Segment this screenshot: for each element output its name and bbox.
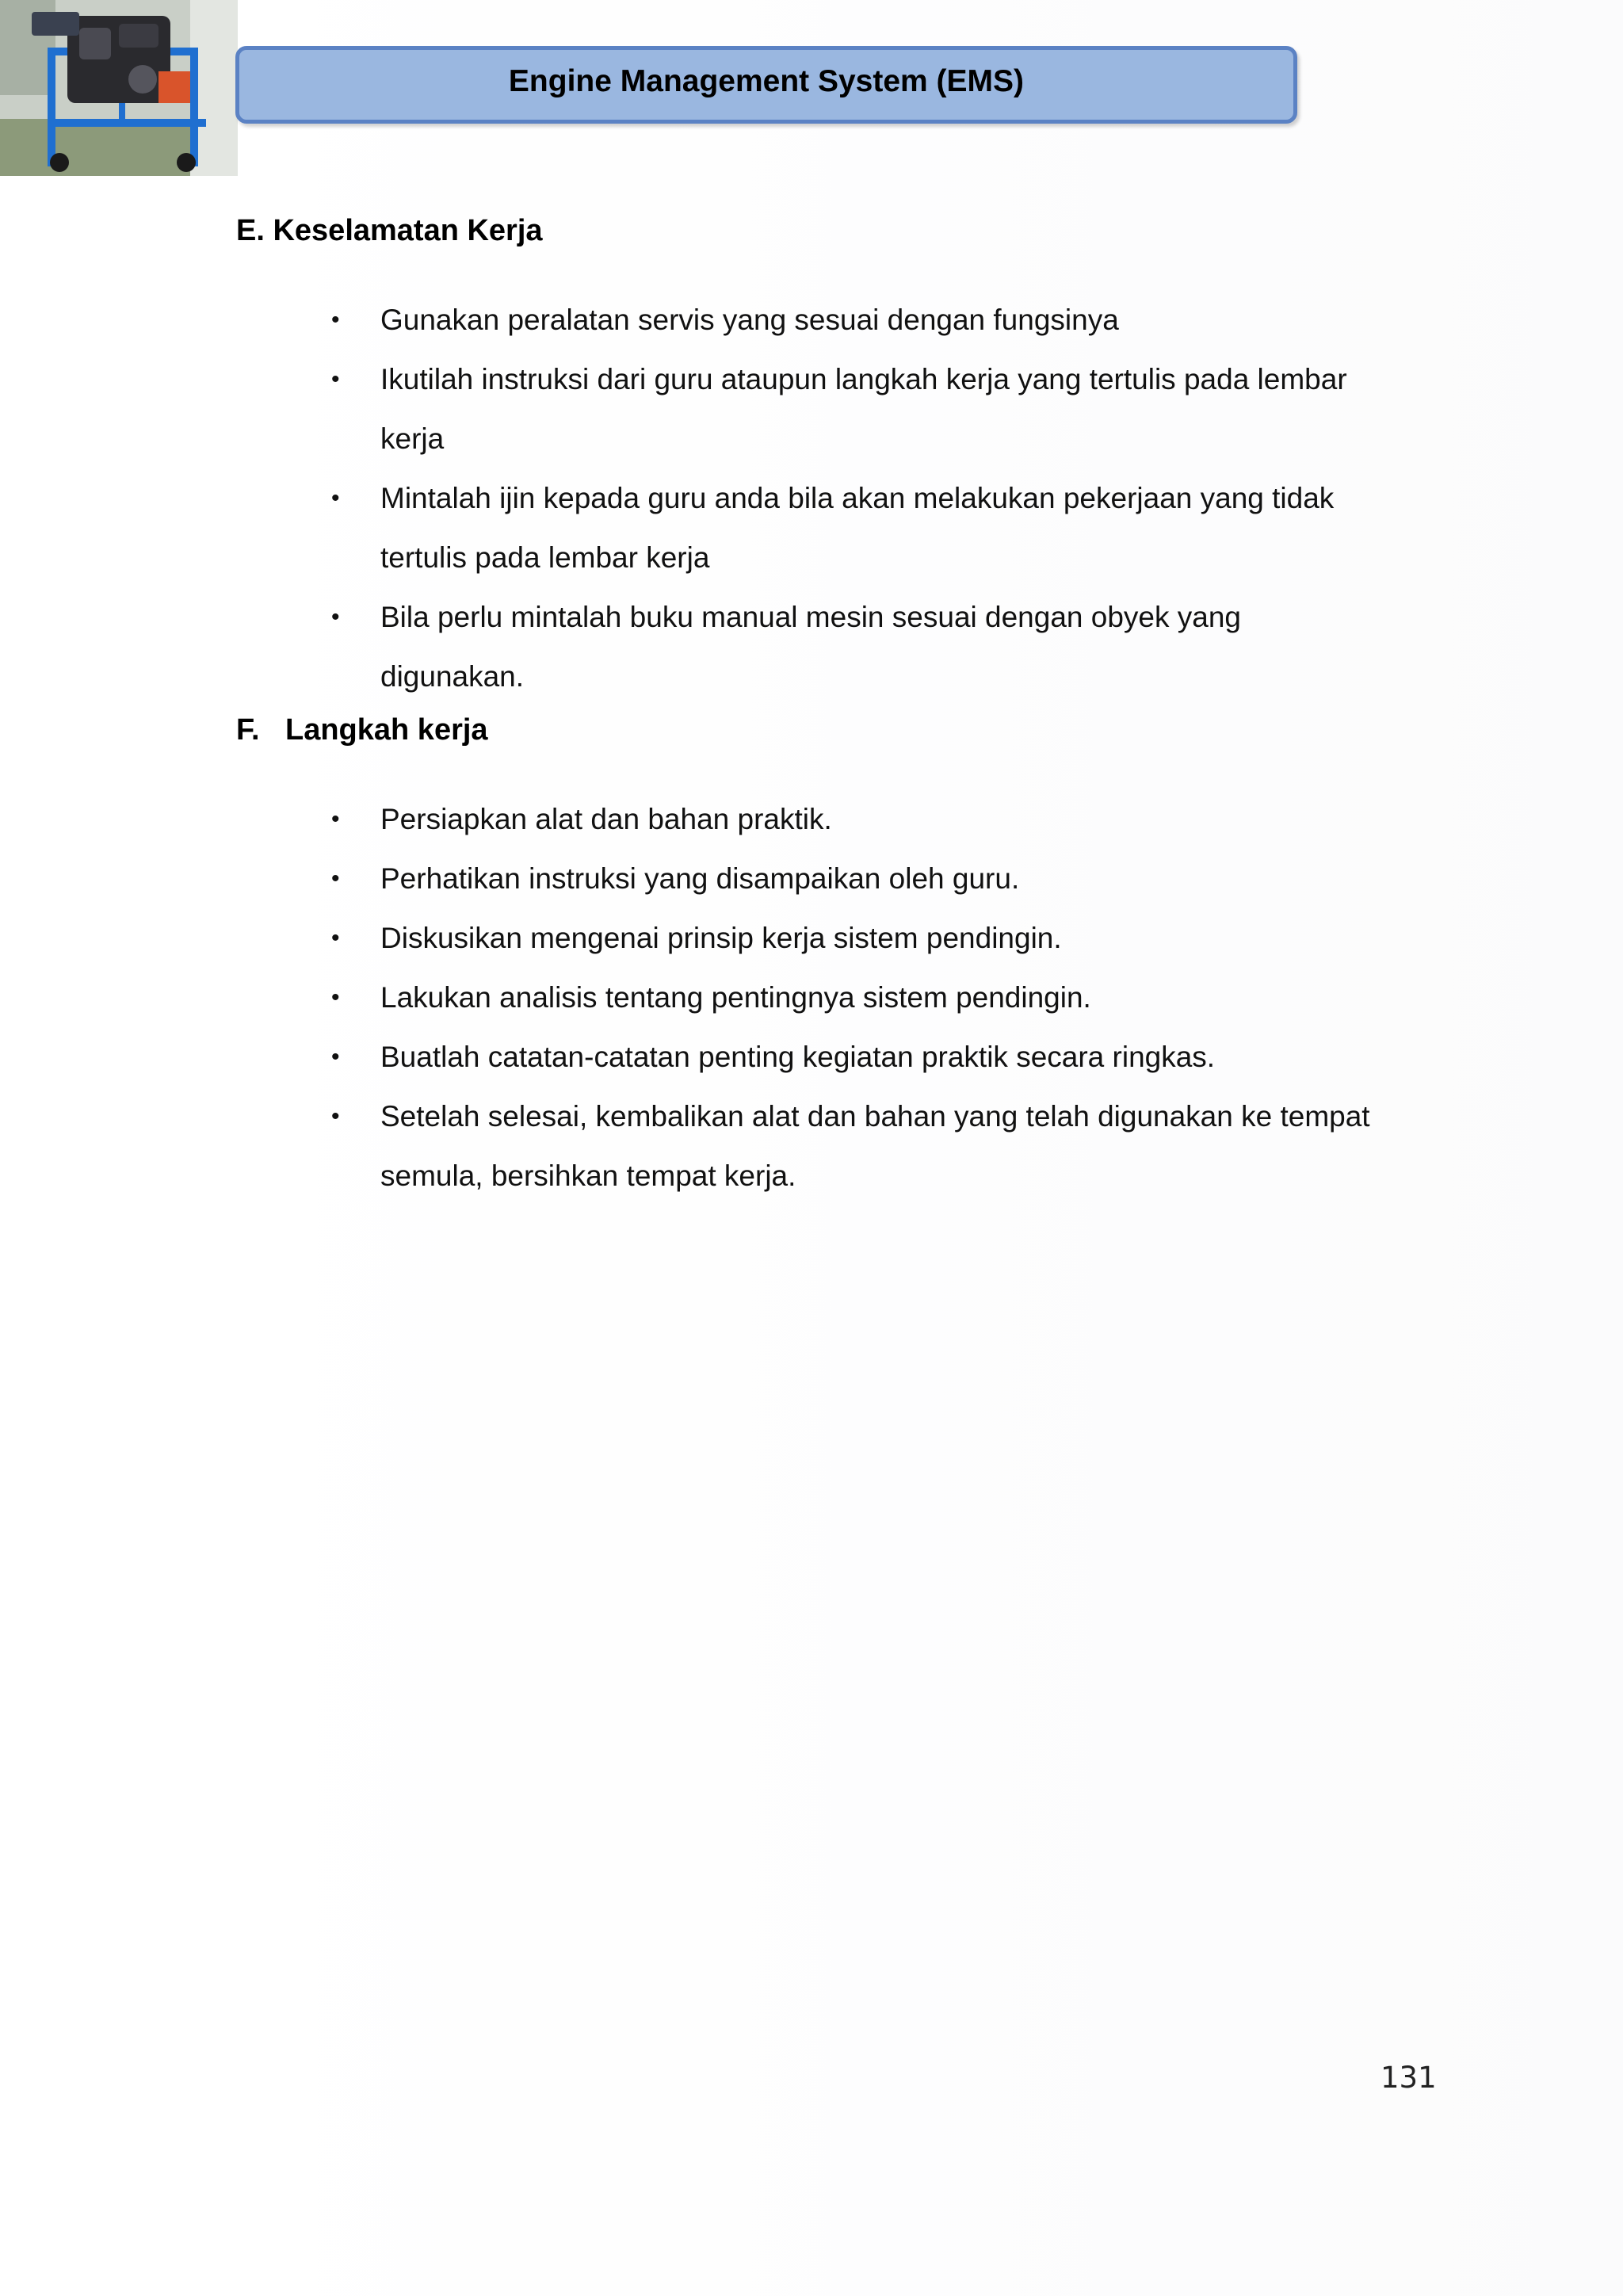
list-item [325, 908, 1419, 968]
bullet-icon: • [331, 307, 340, 333]
bullet-icon: • [331, 604, 340, 630]
safety-list [325, 290, 1419, 706]
list-item-text: Lakukan analisis tentang pentingnya sistem pendingin. [380, 981, 1091, 1014]
bullet-icon: • [331, 865, 340, 892]
list-item [325, 849, 1419, 908]
list-item-text: Ikutilah instruksi dari guru ataupun langkah kerja yang tertulis pada lembar kerja [380, 363, 1347, 455]
list-item-text: Buatlah catatan-catatan penting kegiatan praktik secara ringkas. [380, 1041, 1216, 1073]
list-item-text: Persiapkan alat dan bahan praktik. [380, 803, 832, 835]
list-item-text: Gunakan peralatan servis yang sesuai dengan fungsinya [380, 304, 1119, 336]
section-title: Keselamatan Kerja [273, 214, 543, 247]
engine-trainer-photo [0, 0, 238, 176]
bullet-icon: • [331, 984, 340, 1010]
bullet-icon: • [331, 366, 340, 392]
bullet-icon: • [331, 1103, 340, 1129]
bullet-icon: • [331, 485, 340, 511]
list-item-text: Bila perlu mintalah buku manual mesin sesuai dengan obyek yang digunakan. [380, 601, 1242, 693]
list-item [325, 350, 1419, 468]
bullet-icon: • [331, 925, 340, 951]
section-heading-e [236, 214, 543, 248]
section-heading-f [236, 713, 488, 747]
list-item-text: Setelah selesai, kembalikan alat dan bahan yang telah digunakan ke tempat semula, bersihkan tempat kerja. [380, 1100, 1370, 1192]
section-letter: F. [236, 713, 260, 747]
list-item [325, 789, 1419, 849]
section-title: Langkah kerja [285, 713, 488, 747]
list-item-text: Mintalah ijin kepada guru anda bila akan melakukan pekerjaan yang tidak tertulis pada lembar kerja [380, 482, 1335, 574]
bullet-icon: • [331, 806, 340, 832]
list-item-text: Diskusikan mengenai prinsip kerja sistem pendingin. [380, 922, 1062, 954]
header-title: Engine Management System (EMS) [508, 64, 1025, 98]
list-item-text: Perhatikan instruksi yang disampaikan oleh guru. [380, 862, 1020, 895]
bullet-icon: • [331, 1044, 340, 1070]
page-number: 131 [1381, 2061, 1437, 2095]
list-item [325, 290, 1419, 350]
list-item [325, 1087, 1419, 1205]
list-item [325, 468, 1419, 587]
list-item [325, 1027, 1419, 1087]
document-header [235, 46, 1297, 124]
engine-photo-image [0, 0, 238, 176]
work-steps-list [325, 789, 1419, 1205]
section-letter: E. [236, 214, 265, 247]
list-item [325, 968, 1419, 1027]
list-item [325, 587, 1419, 706]
